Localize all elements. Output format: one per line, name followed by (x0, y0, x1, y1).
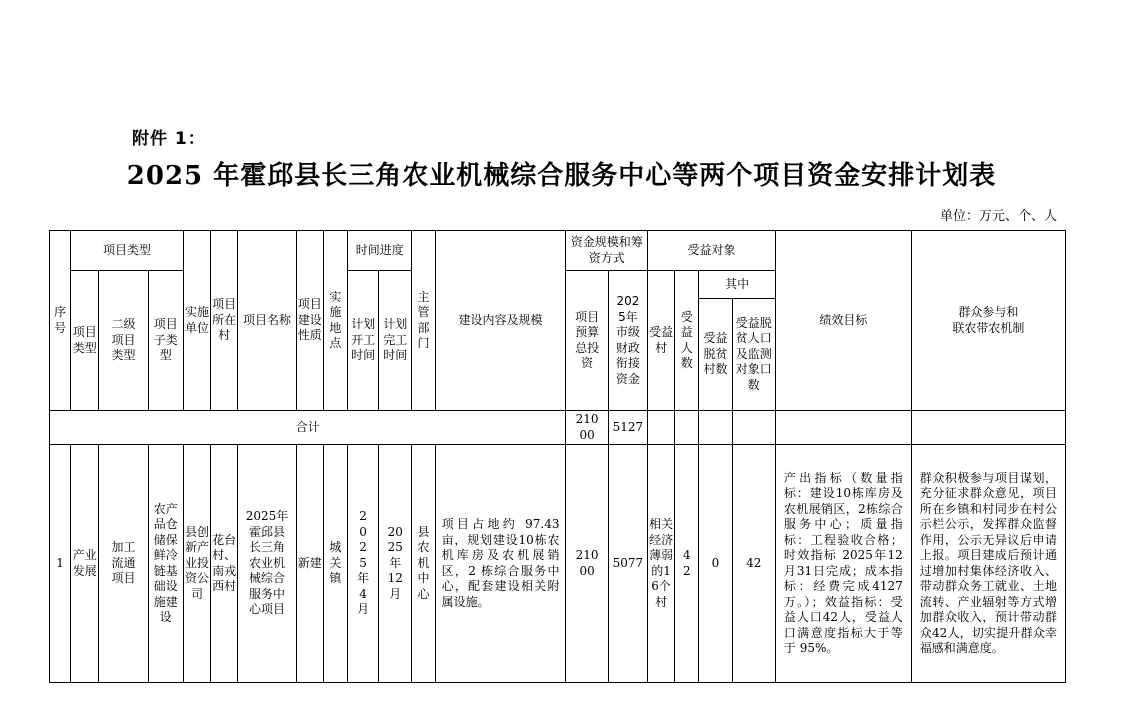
total-blank-5 (775, 411, 911, 445)
row-village: 花台村、南戎西村 (211, 445, 238, 683)
header-project-name: 项目名称 (238, 231, 296, 411)
header-city-fund: 2025年市级财政衔接资金 (608, 271, 647, 411)
total-blank-6 (911, 411, 1065, 445)
row-performance: 产出指标（数量指标：建设10栋库房及农机展销区，2栋综合服务中心；质量指标：工程验收合格；时效指标 2025年12月31日完成；成本指标：经费完成4127万。）；效益指标：受益人口42人，受益人口满意度指标大于等于 95%。 (775, 445, 911, 683)
header-end-time: 计划完工时间 (379, 271, 412, 411)
header-beneficiary: 受益对象 (648, 231, 776, 271)
row-content: 项目占地约 97.43亩，规划建设10栋农机库房及农机展销区，2 栋综合服务中心，配套建设相关附属设施。 (435, 445, 566, 683)
header-content: 建设内容及规模 (435, 231, 566, 411)
row-location: 城关镇 (323, 445, 347, 683)
unit-note: 单位：万元、个、人 (939, 209, 1057, 224)
row-ben-people: 42 (675, 445, 699, 683)
row-seq: 1 (50, 445, 71, 683)
row-type: 产业发展 (71, 445, 99, 683)
row-ben-village: 相关经济薄弱的16个村 (648, 445, 675, 683)
header-ben-village: 受益村 (648, 271, 675, 411)
row-budget: 21000 (566, 445, 608, 683)
row-mechanism: 群众积极参与项目谋划，充分征求群众意见，项目所在乡镇和村同步在村公示栏公示，发挥群众监督作用，公示无异议后申请上报。项目建成后预计通过增加村集体经济收入、带动群众务工就业、土地流转、产业辐射等方式增加群众收入，预计带动群众42人，切实提升群众幸福感和满意度。 (911, 445, 1065, 683)
header-performance: 绩效目标 (775, 231, 911, 411)
row-nature: 新建 (296, 445, 323, 683)
document-title: 2025 年霍邱县长三角农业机械综合服务中心等两个项目资金安排计划表 (126, 161, 997, 191)
row-poor-village: 0 (699, 445, 732, 683)
row-name: 2025年霍邱县长三角农业机械综合服务中心项目 (238, 445, 296, 683)
total-blank-4 (732, 411, 775, 445)
header-location: 实施地点 (323, 231, 347, 411)
header-poor-people: 受益脱贫人口及监测对象口数 (732, 299, 775, 411)
attachment-label: 附件 1： (132, 129, 206, 149)
row-poor-people: 42 (732, 445, 775, 683)
total-blank-1 (648, 411, 675, 445)
header-funding: 资金规模和筹资方式 (566, 231, 648, 271)
header-start-time: 计划开工时间 (347, 271, 378, 411)
header-seq: 序号 (50, 231, 71, 411)
header-project-type: 项目类型 (71, 231, 184, 271)
header-mechanism: 群众参与和 联农带农机制 (911, 231, 1065, 411)
total-row (50, 411, 1066, 445)
header-schedule: 时间进度 (347, 231, 411, 271)
header-nature: 项目建设性质 (296, 231, 323, 411)
header-village: 项目所在村 (211, 231, 238, 411)
fund-plan-table (49, 230, 1066, 683)
table-row (50, 445, 1066, 683)
header-ben-people: 受益人数 (675, 271, 699, 411)
header-impl-unit: 实施单位 (183, 231, 210, 411)
header-type-sub: 项目类型 (71, 271, 99, 411)
row-start: 2025年4月 (347, 445, 378, 683)
header-sub-type: 项目子类型 (148, 271, 183, 411)
row-end: 2025年12月 (379, 445, 412, 683)
total-blank-2 (675, 411, 699, 445)
header-secondary-type: 二级项目类型 (99, 271, 148, 411)
header-poor-village: 受益脱贫村数 (699, 299, 732, 411)
header-budget: 项目预算总投资 (566, 271, 608, 411)
row-dept: 县农机中心 (412, 445, 435, 683)
total-blank-3 (699, 411, 732, 445)
row-secondary: 加工流通项目 (99, 445, 148, 683)
total-city-fund: 5127 (608, 411, 647, 445)
total-label: 合计 (50, 411, 566, 445)
total-budget: 21000 (566, 411, 608, 445)
row-city-fund: 5077 (608, 445, 647, 683)
header-dept: 主管部门 (412, 231, 435, 411)
row-unit: 县创新产业投资公司 (183, 445, 210, 683)
header-among: 其中 (699, 271, 776, 299)
row-sub: 农产品仓储保鲜冷链基础设施建设 (148, 445, 183, 683)
